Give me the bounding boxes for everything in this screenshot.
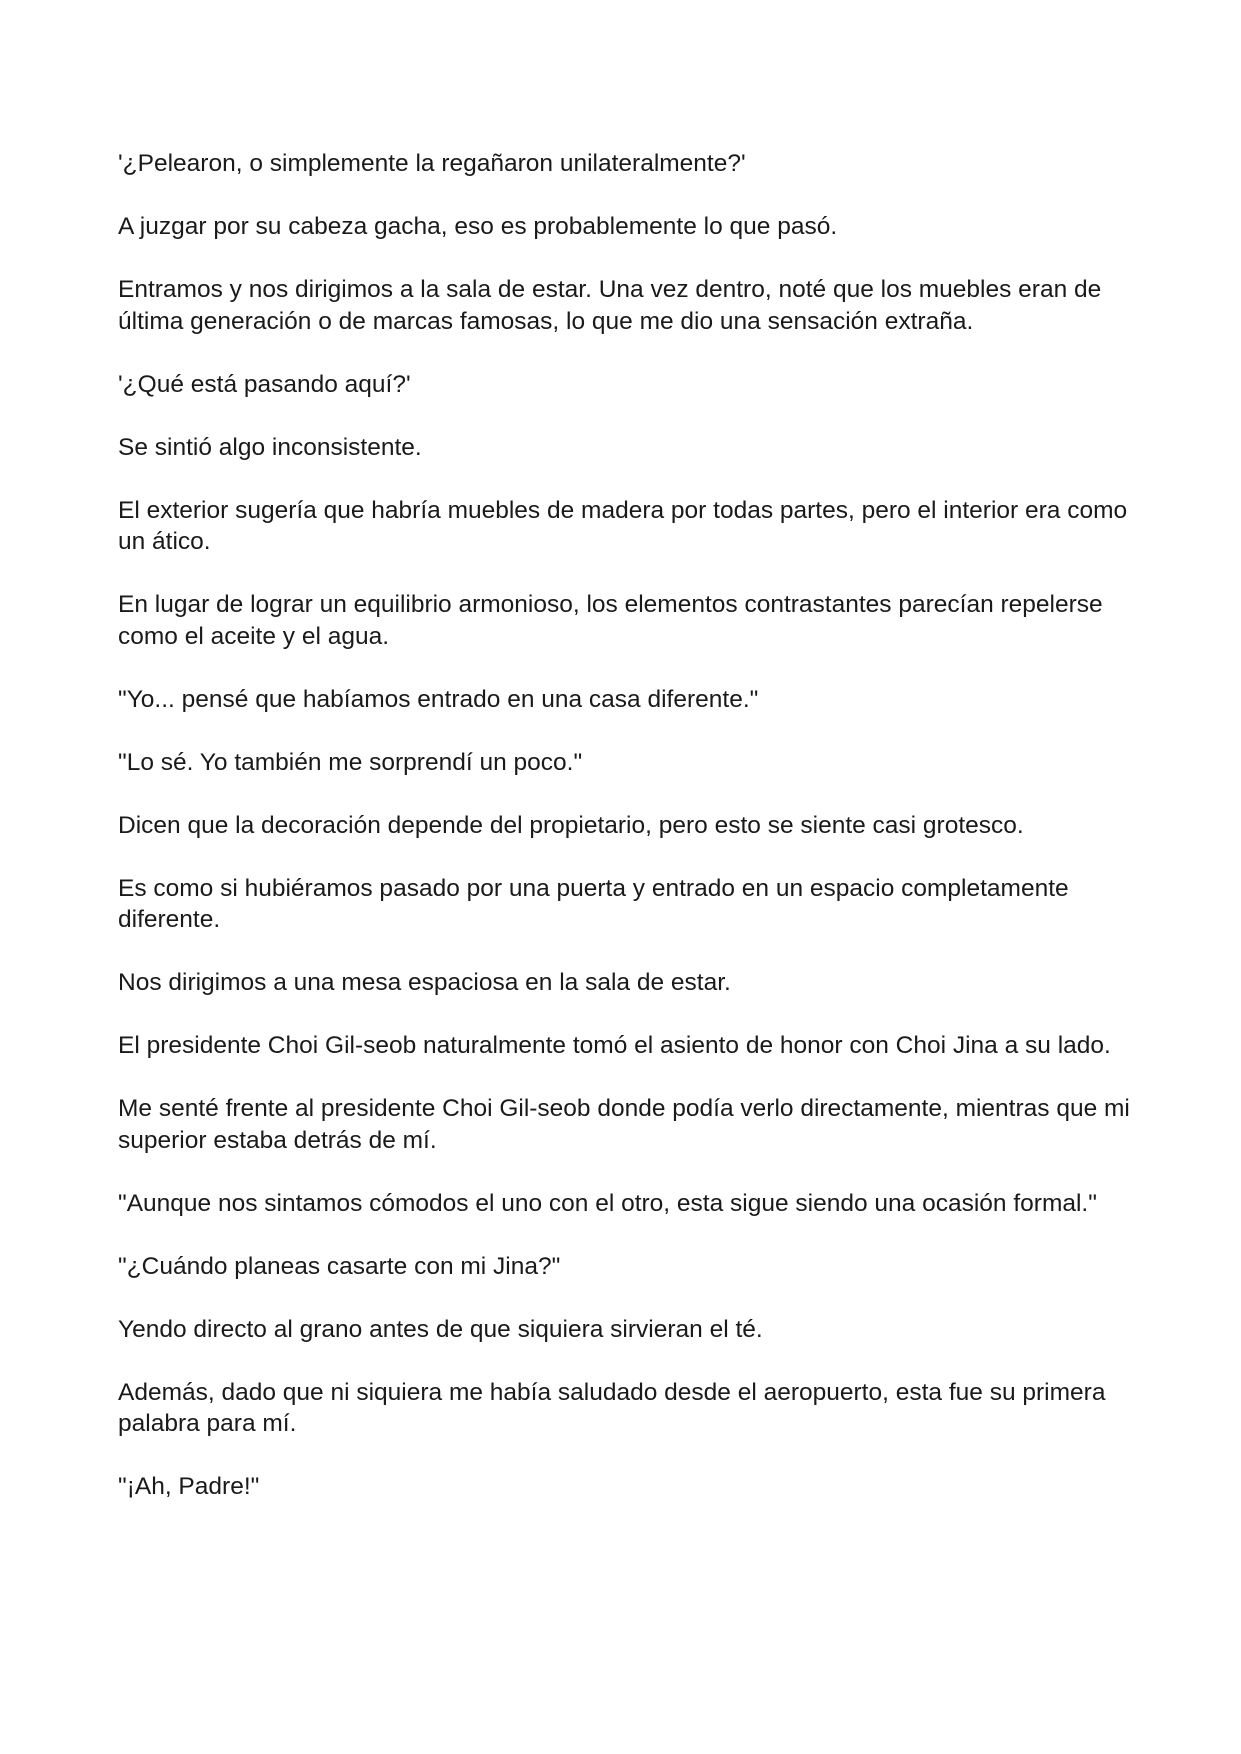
paragraph-3: Entramos y nos dirigimos a la sala de estar. Una vez dentro, noté que los muebles eran de última generación o de marcas famosas, lo que me dio una sensación extraña.	[118, 276, 1102, 335]
paragraph-6: El exterior sugería que habría muebles de madera por todas partes, pero el interior era como un ático.	[118, 496, 1128, 555]
document-body	[118, 148, 1133, 1534]
paragraph-12: Nos dirigimos a una mesa espaciosa en la sala de estar.	[118, 969, 731, 996]
paragraph-5: Se sintió algo inconsistente.	[118, 433, 422, 461]
paragraph-10: Dicen que la decoración depende del propietario, pero esto se siente casi grotesco.	[118, 811, 1024, 839]
paragraph-2: A juzgar por su cabeza gacha, eso es probablemente lo que pasó.	[118, 213, 838, 240]
paragraph-4: '¿Qué está pasando aquí?'	[118, 370, 411, 398]
paragraph-7: En lugar de lograr un equilibrio armonioso, los elementos contrastantes parecían repelerse como el aceite y el agua.	[118, 591, 1103, 650]
paragraph-11: Es como si hubiéramos pasado por una puerta y entrado en un espacio completamente diferente.	[118, 874, 1069, 933]
paragraph-18: Además, dado que ni siquiera me había saludado desde el aeropuerto, esta fue su primera palabra para mí.	[118, 1378, 1106, 1437]
paragraph-17: Yendo directo al grano antes de que siquiera sirvieran el té.	[118, 1315, 763, 1343]
paragraph-1: '¿Pelearon, o simplemente la regañaron unilateralmente?'	[118, 150, 746, 177]
paragraph-15: "Aunque nos sintamos cómodos el uno con el otro, esta sigue siendo una ocasión formal."	[118, 1189, 1097, 1217]
paragraph-19: "¡Ah, Padre!"	[118, 1473, 260, 1500]
paragraph-16: "¿Cuándo planeas casarte con mi Jina?"	[118, 1252, 561, 1280]
paragraph-13: El presidente Choi Gil-seob naturalmente tomó el asiento de honor con Choi Jina a su lado.	[118, 1032, 1111, 1059]
paragraph-8: "Yo... pensé que habíamos entrado en una casa diferente."	[118, 685, 759, 713]
paragraph-14: Me senté frente al presidente Choi Gil-seob donde podía verlo directamente, mientras que mi superior estaba detrás de mí.	[118, 1095, 1130, 1154]
paragraph-9: "Lo sé. Yo también me sorprendí un poco."	[118, 748, 583, 776]
